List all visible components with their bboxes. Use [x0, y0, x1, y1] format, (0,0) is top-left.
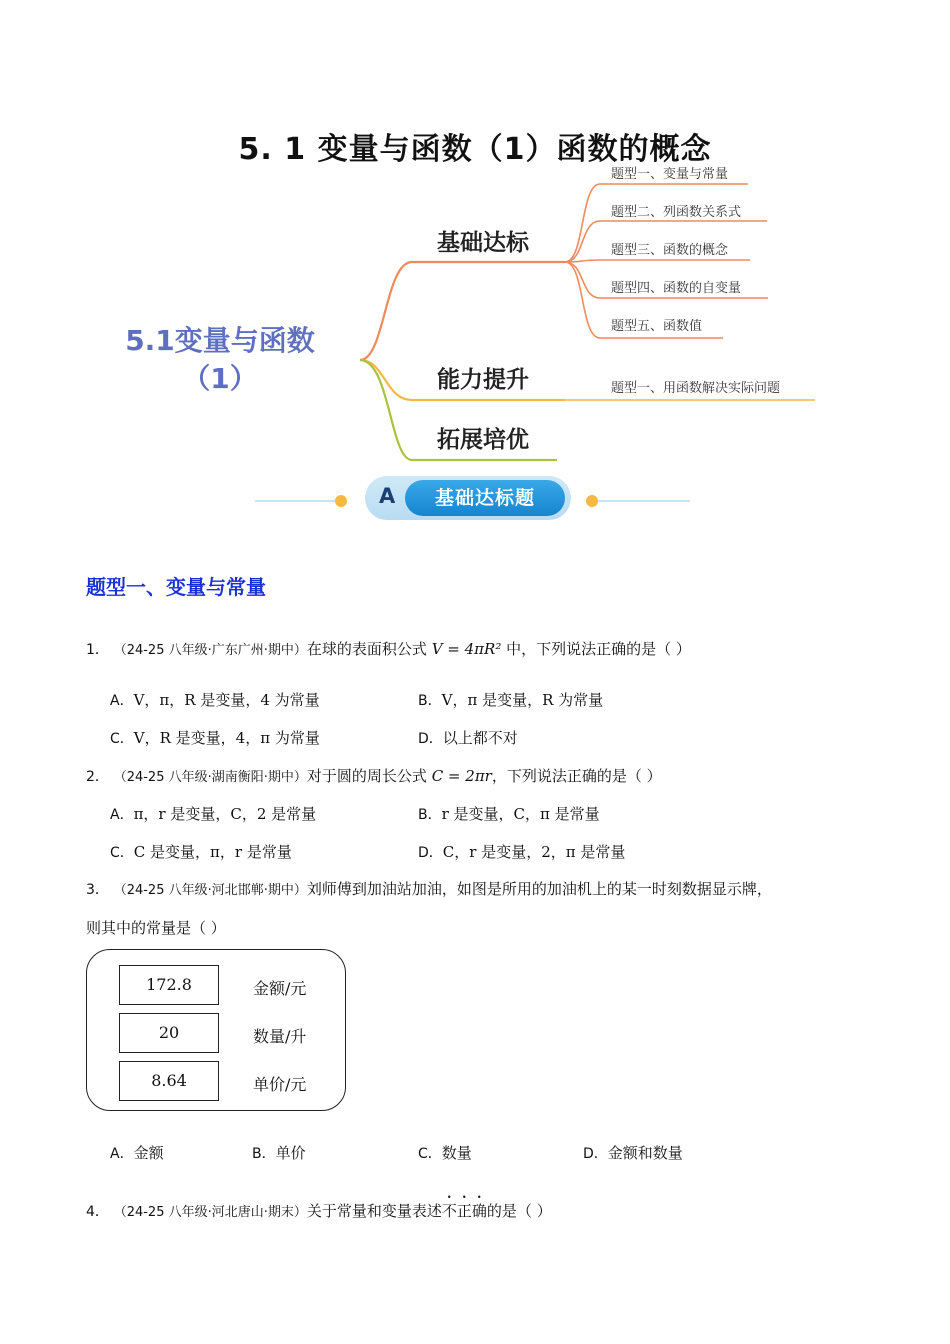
unit-price-label: 单价/元: [253, 1075, 307, 1094]
question-stem: 对于圆的周长公式: [306, 767, 427, 785]
question-number: 3．: [86, 882, 109, 898]
mindmap-leaf: 题型二、列函数关系式: [611, 205, 742, 220]
question-1: [86, 638, 691, 659]
option-b: B．单价: [252, 1144, 306, 1162]
banner-letter: A: [379, 484, 396, 508]
mindmap-branch-extend: 拓展培优: [437, 427, 529, 453]
mindmap-leaf: 题型三、函数的概念: [611, 243, 729, 258]
question-2: [86, 765, 662, 786]
question-source: （24-25 八年级·河北唐山·期末）: [113, 1205, 307, 1220]
question-stem: 的是（ ）: [486, 1202, 552, 1220]
option-a: A．π，r 是变量，C，2 是常量: [110, 805, 317, 823]
option-a: A．V，π，R 是变量，4 为常量: [110, 691, 320, 709]
question-stem: ，下列说法正确的是（ ）: [491, 767, 662, 785]
question-number: 2．: [86, 769, 109, 785]
mindmap-leaf: 题型一、用函数解决实际问题: [611, 381, 781, 396]
option-d: D．C，r 是变量，2，π 是常量: [418, 843, 626, 861]
mindmap-leaf: 题型五、函数值: [611, 319, 703, 334]
option-c: C．数量: [418, 1144, 472, 1162]
mindmap-leaf: 题型四、函数的自变量: [611, 281, 742, 296]
mindmap-branch-improve: 能力提升: [437, 367, 529, 393]
quantity-label: 数量/升: [253, 1027, 307, 1046]
emphasis-text: 不正确: [441, 1202, 487, 1220]
question-4: [86, 1193, 552, 1221]
page-title: 5. 1 变量与函数（1）函数的概念: [238, 132, 712, 167]
question-stem: 关于常量和变量表述: [306, 1202, 442, 1220]
option-c: C．V，R 是变量，4，π 为常量: [110, 729, 320, 747]
question-number: 1．: [86, 642, 109, 658]
unit-price-value: 8.64: [119, 1061, 219, 1101]
option-b: B．V，π 是变量，R 为常量: [418, 691, 604, 709]
amount-value: 172.8: [119, 965, 219, 1005]
mindmap-branch-basic: 基础达标: [437, 230, 529, 256]
option-b: B．r 是变量，C，π 是常量: [418, 805, 600, 823]
question-stem: 中，下列说法正确的是（ ）: [506, 640, 691, 658]
option-d: D．以上都不对: [418, 729, 518, 747]
question-number: 4．: [86, 1204, 109, 1220]
section-banner: [365, 476, 571, 520]
question-source: （24-25 八年级·河北邯郸·期中）: [113, 883, 307, 898]
question-stem-continued: 则其中的常量是（ ）: [86, 919, 226, 937]
question-stem: 刘师傅到加油站加油，如图是所用的加油机上的某一时刻数据显示牌，: [306, 880, 772, 898]
question-source: （24-25 八年级·湖南衡阳·期中）: [113, 770, 307, 785]
option-d: D．金额和数量: [583, 1144, 683, 1162]
formula: V = 4πR²: [431, 640, 502, 658]
section-title: 题型一、变量与常量: [86, 575, 266, 599]
question-stem: 在球的表面积公式: [306, 640, 427, 658]
question-source: （24-25 八年级·广东广州·期中）: [113, 643, 307, 658]
formula: C = 2πr: [431, 767, 492, 785]
amount-label: 金额/元: [253, 979, 307, 998]
mindmap-root: 5.1变量与函数（1）: [125, 324, 315, 395]
quantity-value: 20: [119, 1013, 219, 1053]
question-3: [86, 878, 772, 899]
fuel-display-board: [86, 949, 346, 1111]
option-c: C．C 是变量，π，r 是常量: [110, 843, 292, 861]
mindmap-leaf: 题型一、变量与常量: [611, 167, 729, 182]
banner-text: 基础达标题: [405, 480, 565, 516]
option-a: A．金额: [110, 1144, 164, 1162]
